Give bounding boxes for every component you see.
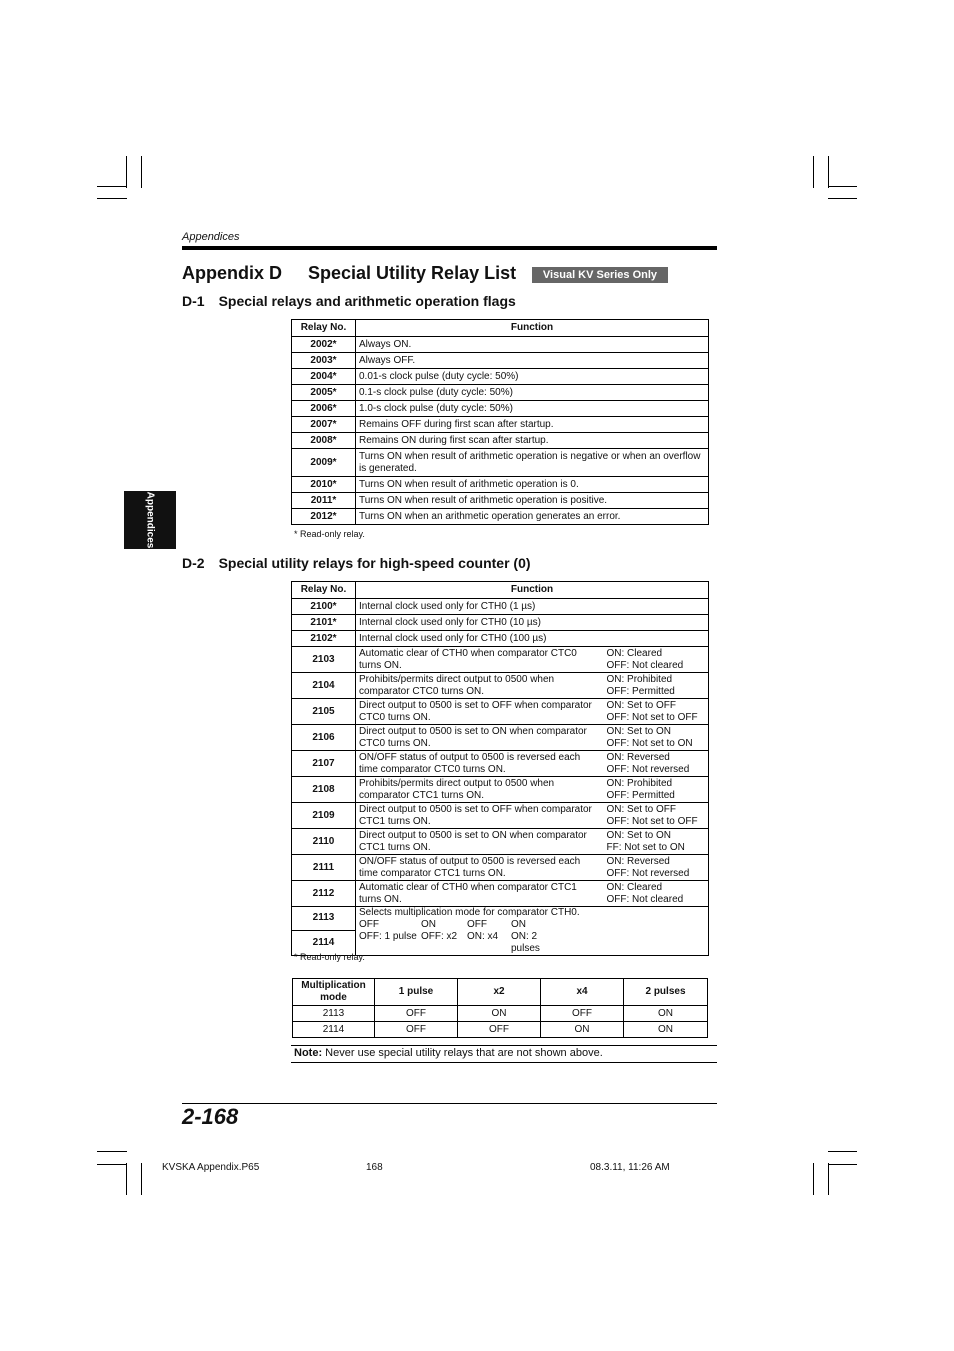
relay-number: 2006* [292, 401, 356, 417]
table-cell: OFF [375, 1006, 458, 1022]
relay-function: Direct output to 0500 is set to OFF when comparator CTC1 turns ON. [356, 803, 607, 829]
section-title: Special relays and arithmetic operation flags [218, 293, 516, 309]
mult-switch-states: OFF ON OFF ON OFF: 1 pulse OFF: x2 ON: x4 ON: 2 pulses [359, 919, 540, 954]
table-row [292, 631, 709, 647]
crop-mark [126, 1163, 127, 1195]
relay-number: 2010* [292, 477, 356, 493]
table-row [292, 369, 709, 385]
title-text: Special Utility Relay List [308, 263, 517, 283]
column-header: 2 pulses [624, 979, 708, 1006]
footer-page: 168 [366, 1162, 383, 1173]
table-row [292, 673, 709, 699]
table-row [292, 417, 709, 433]
relay-states: ON: Set to ON OFF: Not set to ON [607, 725, 709, 751]
table-cell: ON [541, 1022, 624, 1038]
relay-number: 2107 [292, 751, 356, 777]
table-row [292, 433, 709, 449]
table-row [292, 777, 709, 803]
footer-rule [182, 1103, 717, 1104]
relay-number: 2106 [292, 725, 356, 751]
relay-number: 2113 [292, 907, 356, 931]
table-cell: 2114 [293, 1022, 375, 1038]
relay-function: Internal clock used only for CTH0 (1 µs) [356, 599, 709, 615]
crop-mark [828, 1164, 857, 1165]
table-cell: ON [624, 1022, 708, 1038]
table-header-row [293, 979, 708, 1006]
relay-function: Turns ON when an arithmetic operation generates an error. [356, 509, 709, 525]
column-header: x2 [458, 979, 541, 1006]
column-header: Multiplication mode [293, 979, 375, 1006]
table-row [292, 509, 709, 525]
relay-number: 2111 [292, 855, 356, 881]
relay-number: 2003* [292, 353, 356, 369]
table-row [292, 615, 709, 631]
crop-mark [97, 186, 127, 187]
note-rule-top [291, 1045, 717, 1046]
column-header: 1 pulse [375, 979, 458, 1006]
relay-number: 2110 [292, 829, 356, 855]
table-row [292, 803, 709, 829]
title-prefix: Appendix D [182, 263, 283, 283]
section-heading-d2 [182, 555, 531, 571]
relay-number: 2004* [292, 369, 356, 385]
side-tab-label: Appendices [144, 491, 156, 549]
column-header-relay: Relay No. [292, 320, 356, 337]
crop-mark [141, 156, 142, 188]
relay-number: 2102* [292, 631, 356, 647]
crop-mark [813, 1163, 814, 1195]
relay-states: ON: Prohibited OFF: Permitted [607, 673, 709, 699]
relay-number: 2103 [292, 647, 356, 673]
table-row [292, 599, 709, 615]
column-header-function: Function [356, 582, 709, 599]
header-rule [182, 246, 717, 250]
relay-function: Remains ON during first scan after startup. [356, 433, 709, 449]
relay-function: Prohibits/permits direct output to 0500 when comparator CTC0 turns ON. [356, 673, 607, 699]
relay-number: 2012* [292, 509, 356, 525]
note-rule-bottom [291, 1062, 717, 1063]
relay-states: ON: Reversed OFF: Not reversed [607, 855, 709, 881]
section-title: Special utility relays for high-speed counter (0) [218, 555, 531, 571]
note [294, 1047, 603, 1059]
series-badge: Visual KV Series Only [532, 267, 668, 283]
relay-states: ON: Set to OFF OFF: Not set to OFF [607, 699, 709, 725]
relay-function: Direct output to 0500 is set to ON when comparator CTC1 turns ON. [356, 829, 607, 855]
relay-function: 0.1-s clock pulse (duty cycle: 50%) [356, 385, 709, 401]
crop-mark [828, 1151, 857, 1152]
relay-function: Always ON. [356, 337, 709, 353]
crop-mark [97, 1151, 127, 1152]
relay-function: Selects multiplication mode for comparator CTH0. OFF ON OFF ON OFF: 1 pulse OFF: x2 ON: x4 ON: 2 pulses [356, 907, 709, 956]
relay-states: ON: Reversed OFF: Not reversed [607, 751, 709, 777]
crop-mark [126, 156, 127, 188]
table-header-row [292, 582, 709, 599]
footer-file: KVSKA Appendix.P65 [162, 1162, 260, 1173]
table-row [292, 751, 709, 777]
footer-timestamp: 08.3.11, 11:26 AM [590, 1162, 670, 1173]
footnote: * Read-only relay. [294, 952, 365, 962]
table-row [293, 1022, 708, 1038]
relay-number: 2100* [292, 599, 356, 615]
crop-mark [828, 186, 857, 187]
relay-number: 2112 [292, 881, 356, 907]
relay-number: 2114 [292, 930, 356, 955]
relay-number: 2105 [292, 699, 356, 725]
relay-table-d1 [291, 319, 709, 525]
relay-function: Prohibits/permits direct output to 0500 when comparator CTC1 turns ON. [356, 777, 607, 803]
relay-table-d2 [291, 581, 709, 956]
table-row [292, 725, 709, 751]
relay-function: Turns ON when result of arithmetic operation is positive. [356, 493, 709, 509]
footnote: * Read-only relay. [294, 529, 365, 539]
table-row [292, 401, 709, 417]
column-header-relay: Relay No. [292, 582, 356, 599]
side-tab [124, 491, 176, 549]
crop-mark [828, 156, 829, 188]
relay-function: Internal clock used only for CTH0 (100 µs) [356, 631, 709, 647]
crop-mark [828, 1163, 829, 1195]
section-number: D-2 [182, 555, 205, 571]
relay-function: Always OFF. [356, 353, 709, 369]
relay-function: Turns ON when result of arithmetic operation is negative or when an overflow is generated. [356, 449, 709, 477]
table-cell: ON [624, 1006, 708, 1022]
relay-number: 2104 [292, 673, 356, 699]
table-row [292, 449, 709, 477]
relay-number: 2108 [292, 777, 356, 803]
table-row [292, 907, 709, 931]
relay-function: ON/OFF status of output to 0500 is reversed each time comparator CTC0 turns ON. [356, 751, 607, 777]
relay-number: 2008* [292, 433, 356, 449]
crop-mark [828, 198, 857, 199]
section-number: D-1 [182, 293, 205, 309]
table-row [293, 1006, 708, 1022]
column-header-function: Function [356, 320, 709, 337]
relay-states: ON: Cleared OFF: Not cleared [607, 647, 709, 673]
table-row [292, 647, 709, 673]
table-cell: 2113 [293, 1006, 375, 1022]
relay-function: Direct output to 0500 is set to ON when comparator CTC0 turns ON. [356, 725, 607, 751]
table-row [292, 855, 709, 881]
table-row [292, 385, 709, 401]
table-header-row [292, 320, 709, 337]
table-cell: OFF [541, 1006, 624, 1022]
relay-states: ON: Set to OFF OFF: Not set to OFF [607, 803, 709, 829]
relay-number: 2101* [292, 615, 356, 631]
table-row [292, 829, 709, 855]
relay-number: 2002* [292, 337, 356, 353]
section-label: Appendices [182, 231, 240, 243]
relay-function: Internal clock used only for CTH0 (10 µs) [356, 615, 709, 631]
table-cell: OFF [458, 1022, 541, 1038]
relay-function: 1.0-s clock pulse (duty cycle: 50%) [356, 401, 709, 417]
crop-mark [141, 1163, 142, 1195]
table-row [292, 699, 709, 725]
section-heading-d1 [182, 293, 516, 309]
relay-number: 2109 [292, 803, 356, 829]
note-label: Note: [294, 1047, 323, 1059]
relay-states: ON: Set to ON FF: Not set to ON [607, 829, 709, 855]
table-row [292, 337, 709, 353]
relay-function: Automatic clear of CTH0 when comparator CTC0 turns ON. [356, 647, 607, 673]
table-row [292, 353, 709, 369]
relay-function: Remains OFF during first scan after startup. [356, 417, 709, 433]
relay-states: ON: Cleared OFF: Not cleared [607, 881, 709, 907]
crop-mark [813, 156, 814, 188]
table-row [292, 493, 709, 509]
table-cell: ON [458, 1006, 541, 1022]
multiplication-mode-table [292, 978, 708, 1038]
page-number: 2-168 [182, 1104, 239, 1129]
table-cell: OFF [375, 1022, 458, 1038]
relay-function: 0.01-s clock pulse (duty cycle: 50%) [356, 369, 709, 385]
relay-number: 2009* [292, 449, 356, 477]
relay-function: Turns ON when result of arithmetic operation is 0. [356, 477, 709, 493]
crop-mark [97, 1164, 127, 1165]
column-header: x4 [541, 979, 624, 1006]
relay-number: 2007* [292, 417, 356, 433]
crop-mark [97, 198, 127, 199]
table-row [292, 881, 709, 907]
relay-function: Direct output to 0500 is set to OFF when comparator CTC0 turns ON. [356, 699, 607, 725]
table-row [292, 477, 709, 493]
relay-function: ON/OFF status of output to 0500 is reversed each time comparator CTC1 turns ON. [356, 855, 607, 881]
relay-number: 2011* [292, 493, 356, 509]
relay-function: Automatic clear of CTH0 when comparator CTC1 turns ON. [356, 881, 607, 907]
note-text: Never use special utility relays that are not shown above. [325, 1047, 603, 1059]
relay-number: 2005* [292, 385, 356, 401]
relay-states: ON: Prohibited OFF: Permitted [607, 777, 709, 803]
page-title [182, 263, 516, 284]
